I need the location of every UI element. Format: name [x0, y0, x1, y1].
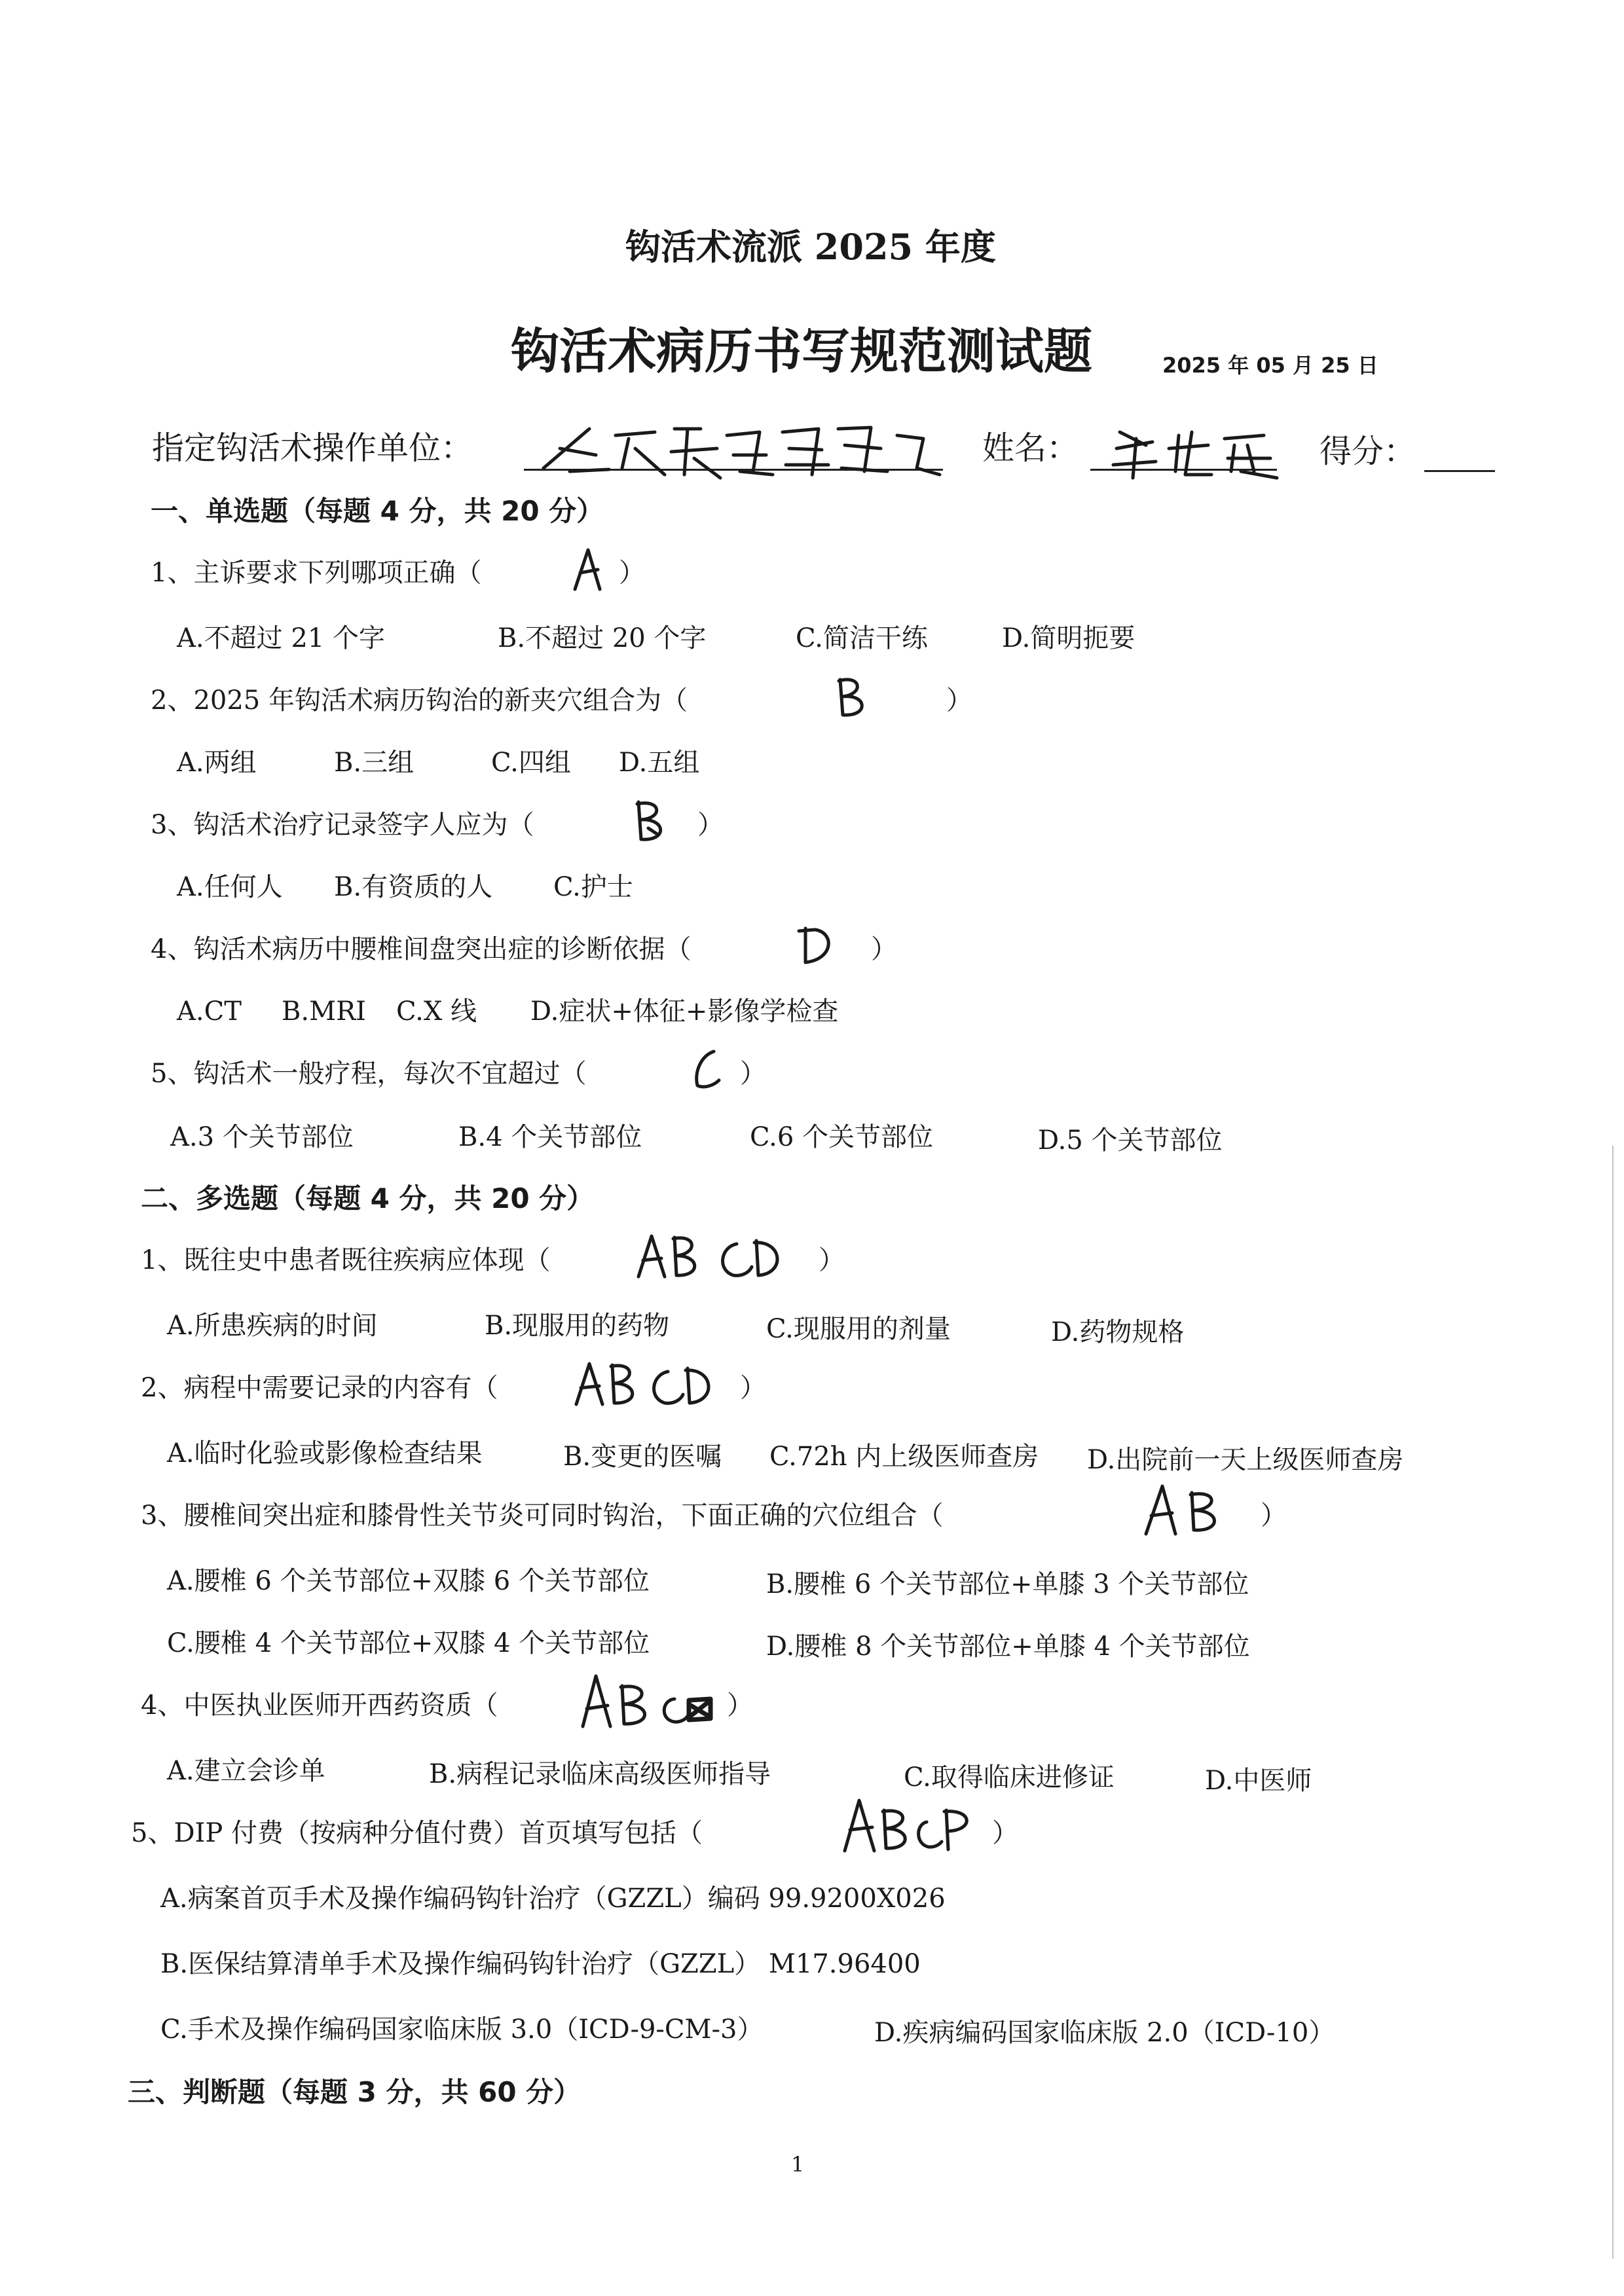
sc-q1-option-b: B.不超过 20 个字	[498, 623, 707, 653]
score-label: 得分：	[1320, 433, 1416, 470]
mc-q4-paren-close: ）	[727, 1690, 753, 1721]
name-handwriting	[1100, 412, 1290, 484]
sc-q4-answer	[796, 923, 835, 969]
sc-q4-stem: 4、钩活术病历中腰椎间盘突出症的诊断依据（	[151, 934, 692, 964]
page-number: 1	[791, 2152, 805, 2177]
section-heading-multiple-choice: 二、多选题（每题 4 分，共 20 分）	[141, 1182, 595, 1214]
section-heading-single-choice: 一、单选题（每题 4 分，共 20 分）	[151, 495, 604, 527]
sc-q2-option-c: C.四组	[491, 748, 571, 778]
mc-q4-answer	[576, 1673, 720, 1732]
sc-q3-option-c: C.护士	[553, 872, 633, 902]
mc-q2-option-b: B.变更的医嘱	[563, 1442, 722, 1472]
sc-q3-paren-close: ）	[697, 810, 724, 840]
sc-q5-stem: 5、钩活术一般疗程，每次不宜超过（	[151, 1059, 587, 1089]
mc-q4-stem: 4、中医执业医师开西药资质（	[141, 1690, 498, 1721]
exam-title-line1: 钩活术流派 2025 年度	[625, 226, 996, 268]
sc-q5-paren-close: ）	[740, 1059, 766, 1089]
mc-q1-stem: 1、既往史中患者既往疾病应体现（	[141, 1245, 551, 1275]
mc-q5-paren-close: ）	[992, 1818, 1018, 1848]
unit-label: 指定钩活术操作单位：	[152, 429, 473, 467]
sc-q4-option-d: D.症状+体征+影像学检查	[530, 996, 839, 1027]
mc-q3-option-a: A.腰椎 6 个关节部位+双膝 6 个关节部位	[167, 1566, 650, 1596]
scan-edge-line	[1612, 1146, 1614, 2259]
mc-q4-option-a: A.建立会诊单	[167, 1756, 325, 1786]
mc-q3-option-d: D.腰椎 8 个关节部位+单膝 4 个关节部位	[766, 1631, 1250, 1662]
sc-q5-option-c: C.6 个关节部位	[750, 1122, 934, 1152]
section-heading-true-false: 三、判断题（每题 3 分，共 60 分）	[128, 2076, 581, 2108]
score-blank[interactable]	[1424, 470, 1495, 472]
mc-q3-answer	[1139, 1483, 1244, 1539]
mc-q1-option-c: C.现服用的剂量	[766, 1314, 951, 1344]
sc-q4-option-a: A.CT	[177, 996, 242, 1027]
sc-q2-option-b: B.三组	[334, 748, 415, 778]
mc-q5-option-b: B.医保结算清单手术及操作编码钩针治疗（GZZL） M17.96400	[160, 1949, 921, 1979]
sc-q4-paren-close: ）	[871, 934, 897, 964]
mc-q4-option-d: D.中医师	[1205, 1766, 1312, 1796]
mc-q1-answer	[635, 1231, 799, 1283]
mc-q2-option-a: A.临时化验或影像检查结果	[167, 1438, 483, 1468]
sc-q1-paren-close: ）	[619, 558, 645, 588]
sc-q1-stem: 1、主诉要求下列哪项正确（	[151, 558, 482, 588]
mc-q3-option-b: B.腰椎 6 个关节部位+单膝 3 个关节部位	[766, 1569, 1249, 1599]
mc-q5-stem: 5、DIP 付费（按病种分值付费）首页填写包括（	[131, 1818, 703, 1848]
mc-q1-paren-close: ）	[819, 1245, 845, 1275]
mc-q3-paren-close: ）	[1261, 1501, 1287, 1531]
mc-q4-option-b: B.病程记录临床高级医师指导	[429, 1759, 771, 1789]
mc-q2-answer	[573, 1358, 737, 1411]
mc-q3-stem: 3、腰椎间突出症和膝骨性关节炎可同时钩治，下面正确的穴位组合（	[141, 1501, 944, 1531]
mc-q5-answer	[838, 1797, 989, 1856]
sc-q3-option-a: A.任何人	[177, 872, 283, 902]
mc-q1-option-d: D.药物规格	[1051, 1317, 1185, 1347]
sc-q5-option-b: B.4 个关节部位	[458, 1122, 642, 1152]
sc-q2-answer	[835, 674, 874, 720]
mc-q2-option-d: D.出院前一天上级医师查房	[1087, 1445, 1404, 1475]
sc-q1-answer	[568, 547, 608, 592]
mc-q4-option-c: C.取得临床进修证	[904, 1762, 1115, 1793]
sc-q3-stem: 3、钩活术治疗记录签字人应为（	[151, 810, 534, 840]
unit-handwriting	[530, 409, 950, 488]
sc-q2-option-d: D.五组	[619, 748, 700, 778]
sc-q1-option-d: D.简明扼要	[1002, 623, 1135, 653]
sc-q1-option-a: A.不超过 21 个字	[177, 623, 385, 653]
sc-q4-option-c: C.X 线	[396, 996, 477, 1027]
mc-q5-option-c: C.手术及操作编码国家临床版 3.0（ICD-9-CM-3）	[160, 2014, 764, 2045]
exam-date: 2025 年 05 月 25 日	[1162, 353, 1378, 378]
mc-q2-stem: 2、病程中需要记录的内容有（	[141, 1373, 498, 1403]
mc-q1-option-b: B.现服用的药物	[485, 1311, 670, 1341]
mc-q5-option-a: A.病案首页手术及操作编码钩针治疗（GZZL）编码 99.9200X026	[160, 1884, 946, 1914]
sc-q3-option-b: B.有资质的人	[334, 872, 493, 902]
name-label: 姓名：	[982, 429, 1079, 467]
sc-q3-answer	[632, 799, 671, 845]
sc-q2-stem: 2、2025 年钩活术病历钩治的新夹穴组合为（	[151, 685, 688, 716]
sc-q4-option-b: B.MRI	[282, 996, 366, 1027]
sc-q5-answer	[688, 1046, 727, 1092]
sc-q5-option-d: D.5 个关节部位	[1038, 1125, 1223, 1156]
sc-q1-option-c: C.简洁干练	[796, 623, 928, 653]
mc-q2-option-c: C.72h 内上级医师查房	[769, 1442, 1039, 1472]
mc-q3-option-c: C.腰椎 4 个关节部位+双膝 4 个关节部位	[167, 1628, 650, 1658]
mc-q2-paren-close: ）	[740, 1373, 766, 1403]
mc-q5-option-d: D.疾病编码国家临床版 2.0（ICD-10）	[874, 2018, 1335, 2048]
sc-q5-option-a: A.3 个关节部位	[170, 1122, 354, 1152]
sc-q2-option-a: A.两组	[177, 748, 257, 778]
exam-title-line2: 钩活术病历书写规范测试题	[511, 323, 1092, 380]
mc-q1-option-a: A.所患疾病的时间	[167, 1311, 378, 1341]
sc-q2-paren-close: ）	[946, 685, 972, 716]
